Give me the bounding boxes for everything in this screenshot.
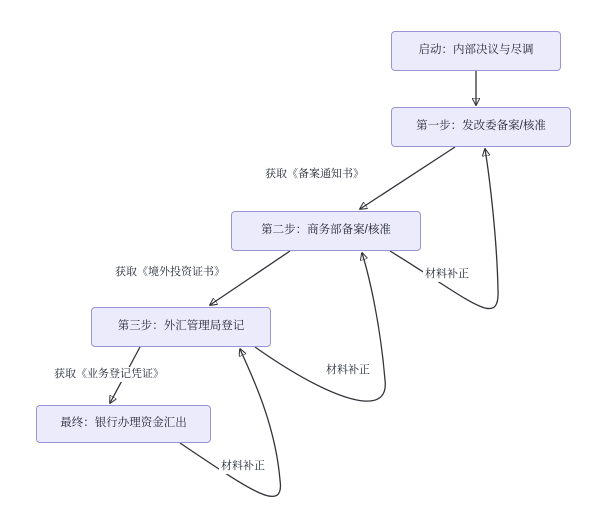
node-step3-label: 第三步：外汇管理局登记 [117, 320, 245, 333]
node-final-label: 最终：银行办理资金汇出 [60, 417, 187, 430]
edge-label-correction-3: 材料补正 [219, 459, 267, 474]
edge-label-filing-notice: 获取《备案通知书》 [263, 167, 366, 182]
edge-step1-to-step2 [360, 147, 455, 209]
node-step1-label: 第一步：发改委备案/核准 [416, 120, 546, 133]
node-step2-label: 第二步：商务部备案/核准 [261, 224, 391, 237]
edge-label-correction-2: 材料补正 [324, 363, 372, 378]
edge-label-correction-1: 材料补正 [423, 267, 471, 282]
edge-step3-to-step2-loopback [255, 253, 385, 401]
node-step3[interactable] [91, 307, 271, 347]
node-step1[interactable] [391, 107, 571, 147]
node-step2[interactable] [231, 211, 421, 251]
node-final[interactable] [36, 405, 211, 443]
edge-label-business-registration: 获取《业务登记凭证》 [52, 367, 166, 382]
node-start[interactable] [391, 31, 561, 71]
edge-label-investment-certificate: 获取《境外投资证书》 [113, 265, 227, 280]
node-start-label: 启动：内部决议与尽调 [418, 44, 534, 57]
